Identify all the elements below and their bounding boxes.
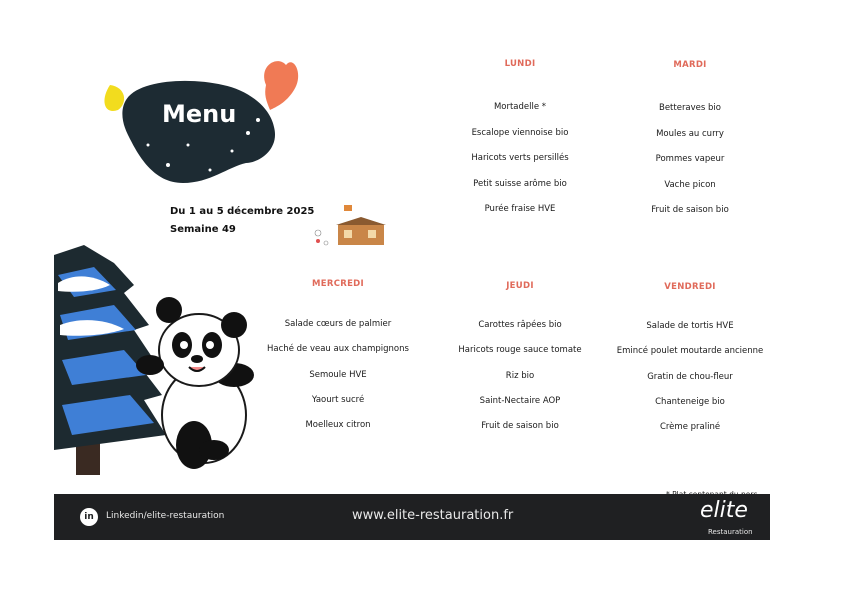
menu-dish: Emincé poulet moutarde ancienne: [616, 346, 764, 357]
day-heading-jeudi: JEUDI: [506, 281, 534, 291]
linkedin-icon[interactable]: in: [80, 508, 98, 526]
yellow-leaf-decoration: [104, 85, 124, 111]
day-heading-mardi: MARDI: [673, 60, 707, 70]
menu-dish: Mortadelle *: [493, 102, 547, 112]
menu-dish: Saint-Nectaire AOP: [479, 395, 561, 406]
menu-dish: Chanteneige bio: [655, 396, 725, 407]
chalet-illustration: [306, 203, 388, 249]
menu-dish: Riz bio: [505, 370, 535, 381]
menu-dish: Semoule HVE: [309, 369, 367, 380]
menu-dish: Pommes vapeur: [655, 154, 725, 164]
elite-logo-subtitle: Restauration: [708, 528, 753, 536]
menu-dish: Petit suisse arôme bio: [473, 178, 567, 189]
menu-dish: Salade de tortis HVE: [646, 321, 734, 331]
menu-dish: Moelleux citron: [305, 420, 371, 431]
panda-illustration: [136, 297, 254, 469]
page-title: Menu: [162, 100, 237, 128]
menu-dish: Carottes râpées bio: [478, 320, 562, 330]
date-range: Du 1 au 5 décembre 2025: [170, 206, 315, 217]
menu-dish: Moules au curry: [656, 128, 724, 139]
footer-band: [54, 494, 770, 540]
menu-dish: Haché de veau aux champignons: [267, 344, 409, 355]
menu-dish: Purée fraise HVE: [484, 204, 556, 214]
week-number: Semaine 49: [170, 224, 236, 235]
day-heading-lundi: LUNDI: [504, 59, 536, 69]
menu-dish: Betteraves bio: [658, 103, 721, 113]
day-heading-mercredi: MERCREDI: [311, 279, 365, 289]
dark-blob-shape: [122, 81, 275, 183]
menu-dish: Crème praliné: [659, 422, 721, 433]
orange-heart-decoration: [264, 61, 298, 110]
menu-dish: Gratin de chou-fleur: [647, 371, 733, 382]
elite-logo: elite: [700, 498, 748, 523]
menu-dish: Escalope viennoise bio: [471, 127, 569, 138]
menu-dish: Yaourt sucré: [311, 394, 365, 405]
day-heading-vendredi: VENDREDI: [664, 282, 716, 292]
menu-dish: Fruit de saison bio: [651, 205, 729, 215]
menu-dish: Haricots rouge sauce tomate: [458, 345, 582, 356]
menu-dish: Vache picon: [664, 179, 716, 190]
menu-dish: Salade cœurs de palmier: [284, 319, 392, 329]
linkedin-link[interactable]: Linkedin/elite-restauration: [106, 511, 225, 521]
menu-dish: Haricots verts persillés: [471, 153, 569, 163]
website-link[interactable]: www.elite-restauration.fr: [352, 508, 514, 523]
menu-dish: Fruit de saison bio: [481, 421, 559, 432]
panda-and-tree-illustration: [54, 245, 274, 480]
